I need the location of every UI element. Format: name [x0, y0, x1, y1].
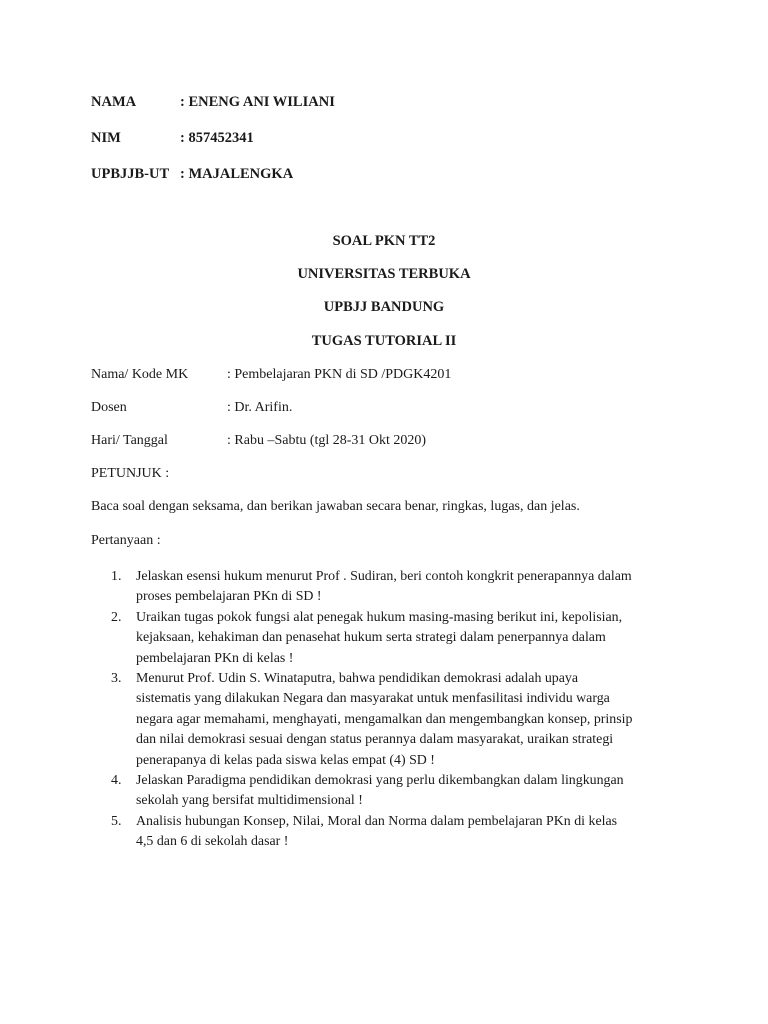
- question-line: proses pembelajaran PKn di SD !: [136, 589, 322, 605]
- identity-label: NIM: [91, 130, 121, 146]
- question-line: Analisis hubungan Konsep, Nilai, Moral dan Norma dalam pembelajaran PKn di kelas: [136, 813, 618, 829]
- heading-university: UNIVERSITAS TERBUKA: [297, 266, 471, 282]
- question-item: [111, 771, 671, 812]
- question-line: sekolah yang bersifat multidimensional !: [136, 793, 363, 809]
- question-number: 2.: [111, 609, 122, 625]
- course-info-label: Hari/ Tanggal: [91, 433, 168, 448]
- course-info-value: : Pembelajaran PKN di SD /PDGK4201: [227, 367, 452, 382]
- question-number: 1.: [111, 569, 122, 584]
- heading-soal: SOAL PKN TT2: [332, 233, 436, 249]
- question-line: negara agar memahami, menghayati, mengamalkan dan mengembangkan konsep, prinsip: [136, 711, 633, 727]
- question-line: penerapanya di kelas pada siswa kelas empat (4) SD !: [136, 752, 435, 768]
- question-line: Jelaskan esensi hukum menurut Prof . Sudiran, beri contoh kongkrit penerapannya dalam: [136, 569, 632, 584]
- question-line: sistematis yang dilakukan Negara dan masyarakat untuk menfasilitasi individu warga: [136, 691, 610, 707]
- instructions-heading: PETUNJUK :: [91, 466, 170, 481]
- course-info-value: : Rabu –Sabtu (tgl 28-31 Okt 2020): [227, 433, 427, 448]
- question-item: [111, 669, 671, 771]
- identity-label: NAMA: [91, 94, 137, 110]
- question-line: kejaksaan, kehakiman dan penasehat hukum serta strategi dalam penerpannya dalam: [136, 630, 606, 646]
- identity-row-nim: [91, 130, 254, 147]
- question-number: 5.: [111, 813, 122, 829]
- question-line: 4,5 dan 6 di sekolah dasar !: [136, 834, 289, 850]
- course-info-row: [91, 433, 426, 449]
- course-info-value: : Dr. Arifin.: [227, 400, 293, 415]
- identity-row-upbjj: [91, 166, 293, 183]
- instructions-text: Baca soal dengan seksama, dan berikan jawaban secara benar, ringkas, lugas, dan jelas.: [91, 499, 580, 514]
- question-line: pembelajaran PKn di kelas !: [136, 650, 294, 666]
- question-line: Jelaskan Paradigma pendidikan demokrasi yang perlu dikembangkan dalam lingkungan: [136, 773, 624, 789]
- question-item: [111, 812, 671, 853]
- questions-heading: Pertanyaan :: [91, 533, 161, 548]
- question-line: dan nilai demokrasi sesuai dengan status perannya dalam masyarakat, uraikan strategi: [136, 732, 614, 748]
- question-item: [111, 608, 671, 669]
- course-info-label: Nama/ Kode MK: [91, 367, 189, 382]
- question-line: Menurut Prof. Udin S. Winataputra, bahwa pendidikan demokrasi adalah upaya: [136, 671, 579, 687]
- heading-tutorial: TUGAS TUTORIAL II: [311, 333, 457, 349]
- identity-value: : 857452341: [180, 130, 254, 146]
- heading-upbjj: UPBJJ BANDUNG: [323, 299, 445, 315]
- identity-label: UPBJJB-UT: [91, 166, 170, 182]
- course-info-row: [91, 400, 292, 416]
- question-list: [111, 567, 671, 853]
- identity-value: : ENENG ANI WILIANI: [180, 94, 335, 110]
- question-line: Uraikan tugas pokok fungsi alat penegak hukum masing-masing berikut ini, kepolisian,: [136, 609, 623, 625]
- identity-value: : MAJALENGKA: [180, 166, 294, 182]
- question-item: [111, 567, 671, 608]
- course-info-row: [91, 367, 451, 383]
- question-number: 3.: [111, 671, 122, 687]
- course-info-label: Dosen: [91, 400, 127, 415]
- identity-row-nama: [91, 94, 335, 111]
- question-number: 4.: [111, 773, 122, 789]
